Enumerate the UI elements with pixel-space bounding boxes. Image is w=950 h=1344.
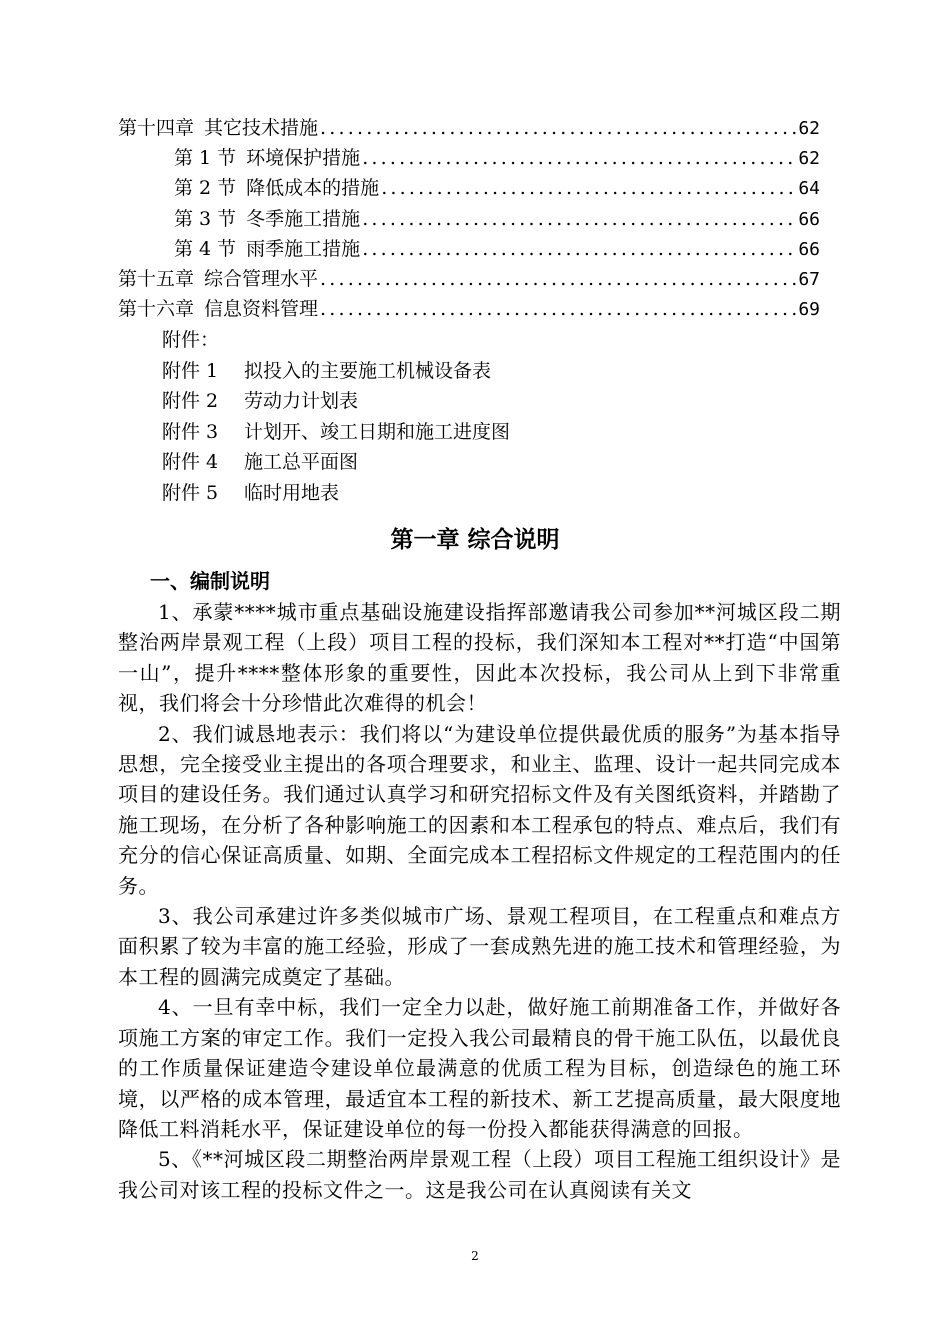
toc-leader-dots — [320, 294, 796, 324]
toc-entry-title: 降低成本的措施 — [246, 177, 380, 200]
table-of-contents — [118, 113, 820, 324]
toc-entry-number: 第 3 节 — [174, 207, 237, 230]
attachment-item[interactable] — [162, 447, 762, 478]
toc-entry-page: 69 — [798, 299, 820, 321]
toc-leader-dots — [381, 173, 796, 203]
toc-entry-title: 其它技术措施 — [204, 117, 319, 139]
toc-entry-number: 第十五章 — [118, 267, 195, 290]
attachment-title: 临时用地表 — [244, 481, 340, 504]
paragraph: 3、我公司承建过许多类似城市广场、景观工程项目，在工程重点和难点方面积累了较为丰富的施工经验，形成了一套成熟先进的施工技术和管理经验，为本工程的圆满完成奠定了基础。 — [118, 904, 841, 989]
toc-entry[interactable] — [118, 173, 820, 203]
toc-entry-number: 第十六章 — [118, 298, 195, 321]
toc-entry[interactable] — [118, 294, 820, 324]
attachment-number: 附件 4 — [162, 451, 219, 473]
attachment-item[interactable] — [162, 417, 762, 448]
body-text — [118, 597, 841, 1205]
toc-entry-title: 冬季施工措施 — [246, 207, 361, 230]
paragraph: 5、《**河城区段二期整治两岸景观工程（上段）项目工程施工组织设计》是我公司对该工程的投标文件之一。这是我公司在认真阅读有关文 — [118, 1147, 841, 1202]
toc-entry[interactable] — [118, 204, 820, 234]
toc-leader-dots — [362, 143, 796, 173]
attachment-number: 附件 5 — [162, 481, 219, 504]
toc-entry-title: 信息资料管理 — [204, 298, 319, 321]
toc-entry-number: 第十四章 — [118, 117, 195, 139]
attachment-title: 拟投入的主要施工机械设备表 — [244, 359, 492, 382]
paragraph: 2、我们诚恳地表示：我们将以“为建设单位提供最优质的服务”为基本指导思想，完全接受业主提出的各项合理要求，和业主、监理、设计一起共同完成本项目的建设任务。我们通过认真学习和研究招标文件及有关图纸资料，并踏勘了施工现场，在分析了各种影响施工的因素和本工程承包的特点、难点后，我们有充分的信心保证高质量、如期、全面完成本工程招标文件规定的工程范围内的任务。 — [118, 721, 841, 898]
attachment-number: 附件 1 — [162, 359, 219, 382]
toc-entry-title: 雨季施工措施 — [246, 237, 361, 260]
paragraph: 1、承蒙****城市重点基础设施建设指挥部邀请我公司参加**河城区段二期整治两岸景观工程（上段）项目工程的投标，我们深知本工程对**打造“中国第一山”，提升****整体形象的重要性，因此本次投标，我公司从上到下非常重视，我们将会十分珍惜此次难得的机会！ — [118, 600, 841, 716]
toc-entry-page: 64 — [798, 178, 820, 200]
toc-leader-dots — [362, 234, 796, 264]
attachment-number: 附件 3 — [162, 420, 219, 443]
toc-entry-page: 66 — [798, 238, 820, 260]
toc-entry-page: 62 — [798, 118, 820, 139]
toc-entry-title: 环境保护措施 — [246, 147, 361, 170]
toc-entry-page: 62 — [798, 148, 820, 170]
paragraph: 4、一旦有幸中标，我们一定全力以赴，做好施工前期准备工作，并做好各项施工方案的审定工作。我们一定投入我公司最精良的骨干施工队伍，以最优良的工作质量保证建造令建设单位最满意的优质工程为目标，创造绿色的施工环境，以严格的成本管理，最适宜本工程的新技术、新工艺提高质量，最大限度地降低工料消耗水平，保证建设单位的每一份投入都能获得满意的回报。 — [118, 995, 841, 1141]
toc-entry-number: 第 1 节 — [174, 147, 237, 170]
toc-entry[interactable] — [118, 234, 820, 264]
toc-entry-number: 第 4 节 — [174, 237, 237, 260]
attachment-title: 劳动力计划表 — [244, 390, 359, 412]
attachments-heading: 附件： — [162, 329, 220, 351]
attachment-item[interactable] — [162, 356, 762, 387]
section-title: 一、编制说明 — [150, 569, 270, 593]
attachment-title: 施工总平面图 — [244, 451, 359, 473]
chapter-title: 第一章 综合说明 — [390, 527, 560, 553]
toc-leader-dots — [362, 204, 796, 234]
toc-entry[interactable] — [118, 143, 820, 173]
toc-entry-number: 第 2 节 — [174, 177, 237, 200]
toc-entry-title: 综合管理水平 — [204, 267, 319, 290]
page-number: 2 — [471, 1249, 479, 1263]
attachment-item[interactable] — [162, 386, 762, 417]
attachment-title: 计划开、竣工日期和施工进度图 — [244, 420, 511, 443]
toc-entry[interactable] — [118, 113, 820, 143]
attachment-number: 附件 2 — [162, 390, 219, 412]
attachment-item[interactable] — [162, 478, 762, 509]
toc-leader-dots — [320, 264, 796, 294]
toc-entry-page: 66 — [798, 208, 820, 230]
toc-entry[interactable] — [118, 264, 820, 294]
attachments-list — [162, 325, 762, 508]
toc-leader-dots — [320, 113, 796, 143]
toc-entry-page: 67 — [798, 268, 820, 290]
